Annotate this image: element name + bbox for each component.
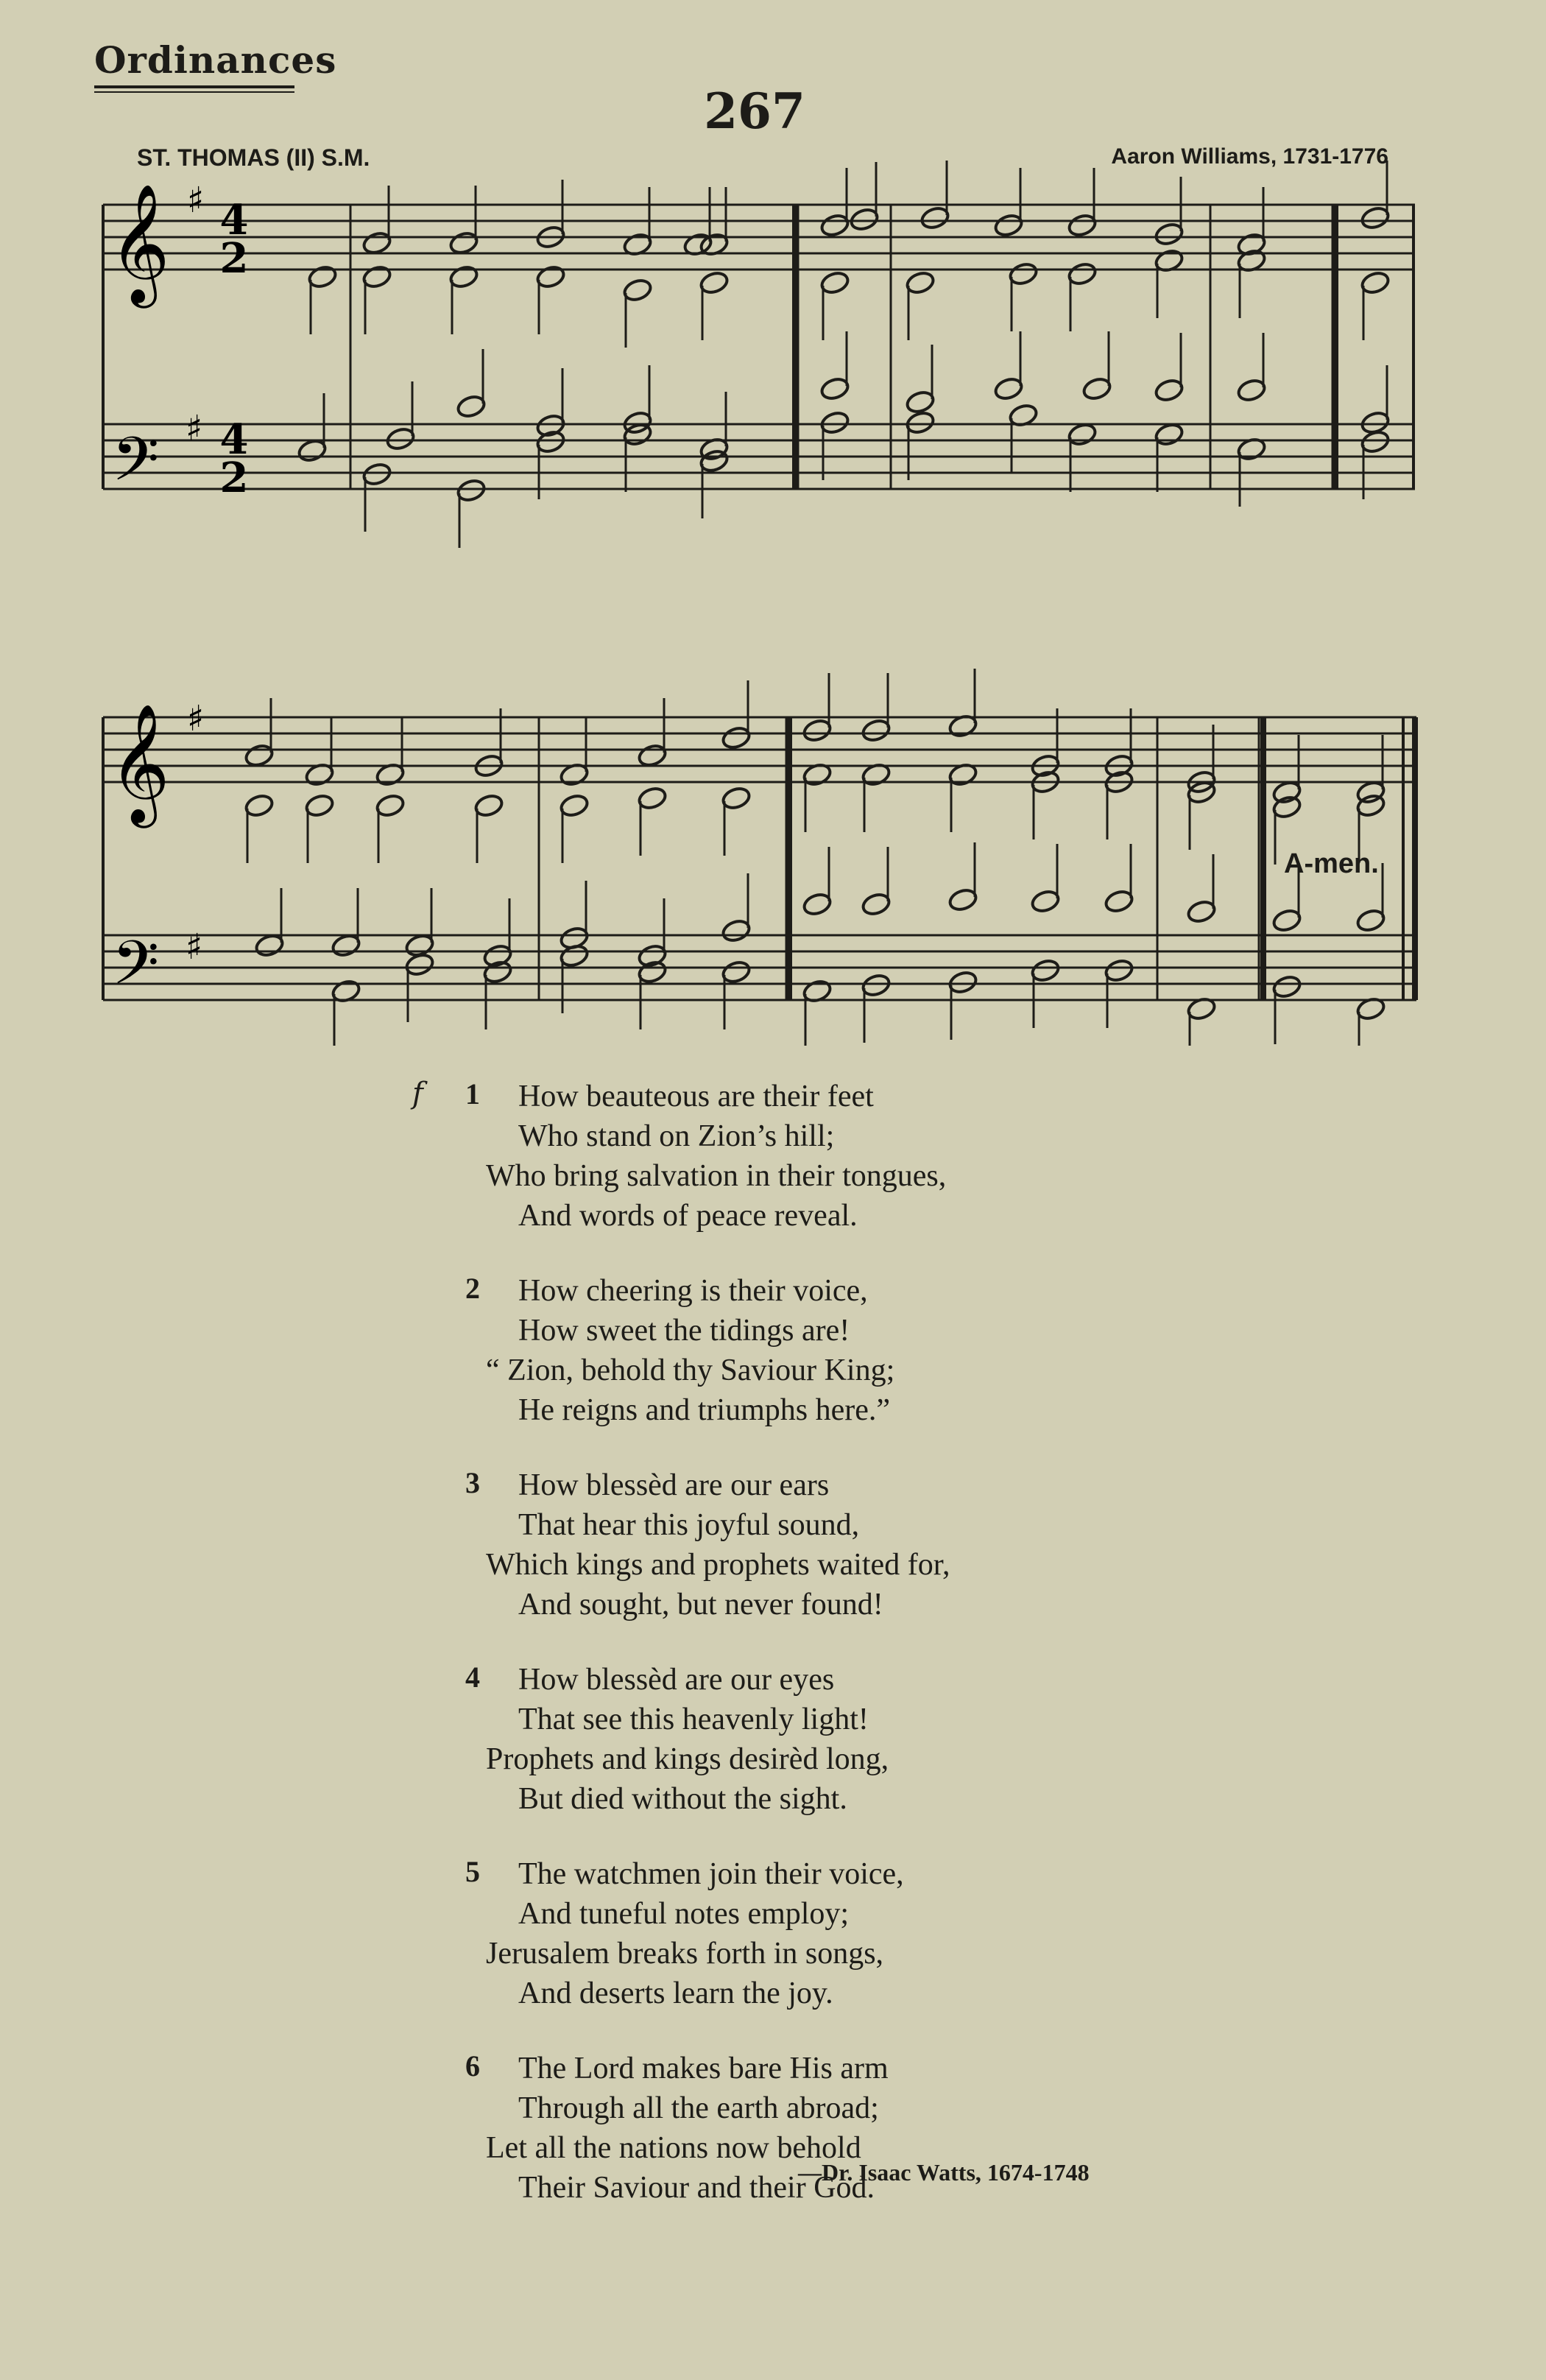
verse-line: Through all the earth abroad; bbox=[518, 2091, 879, 2125]
verse-line: And sought, but never found! bbox=[518, 1588, 883, 1622]
hymn-number: 267 bbox=[704, 82, 805, 140]
verse-line: Prophets and kings desirèd long, bbox=[486, 1742, 889, 1776]
verse-line: That hear this joyful sound, bbox=[518, 1508, 860, 1542]
time-sig-bottom: 2 bbox=[219, 234, 249, 283]
verse bbox=[398, 1854, 1281, 2013]
verse-line: He reigns and triumphs here.” bbox=[518, 1393, 891, 1427]
staff-lines bbox=[103, 205, 1416, 1000]
verse-line: Who stand on Zion’s hill; bbox=[518, 1119, 835, 1153]
verse-number: 5 bbox=[465, 1855, 480, 1888]
amen-label: A-men. bbox=[1284, 848, 1379, 879]
verse-number: 1 bbox=[465, 1077, 480, 1110]
verse-line: Who bring salvation in their tongues, bbox=[486, 1159, 947, 1193]
verse-line: How blessèd are our ears bbox=[518, 1468, 830, 1502]
verse bbox=[398, 1271, 1281, 1430]
verse-line: How cheering is their voice, bbox=[518, 1274, 868, 1308]
verse-line: And deserts learn the joy. bbox=[518, 1976, 833, 2010]
verse-line: And words of peace reveal. bbox=[518, 1199, 858, 1233]
composer-credit: Aaron Williams, 1731-1776 bbox=[1111, 144, 1388, 169]
verse-line: Their Saviour and their God. bbox=[518, 2171, 875, 2205]
verse bbox=[398, 1465, 1281, 1624]
verse bbox=[398, 1077, 1281, 1236]
text-attribution: —Dr. Isaac Watts, 1674-1748 bbox=[798, 2159, 1090, 2186]
verse-line: How beauteous are their feet bbox=[518, 1080, 874, 1113]
verse-line: Let all the nations now behold bbox=[486, 2131, 861, 2165]
verse-line: “ Zion, behold thy Saviour King; bbox=[486, 1353, 895, 1387]
sharp-icon: ♯ bbox=[187, 698, 205, 739]
verse bbox=[398, 1660, 1281, 1819]
verse-line: How sweet the tidings are! bbox=[518, 1314, 850, 1348]
verse-line: Which kings and prophets waited for, bbox=[486, 1548, 950, 1582]
verse-line: That see this heavenly light! bbox=[518, 1703, 869, 1736]
music-score bbox=[0, 0, 1546, 1046]
sharp-icon: ♯ bbox=[186, 926, 203, 968]
verse-line: The Lord makes bare His arm bbox=[518, 2052, 889, 2085]
sharp-icon: ♯ bbox=[186, 408, 203, 449]
verse-number: 4 bbox=[465, 1661, 480, 1694]
tune-name: ST. THOMAS (II) S.M. bbox=[137, 144, 370, 171]
verse-line: The watchmen join their voice, bbox=[518, 1857, 904, 1891]
treble-clef-icon: 𝄞 bbox=[109, 183, 170, 303]
verse-line: How blessèd are our eyes bbox=[518, 1663, 835, 1697]
verses bbox=[398, 1077, 1281, 2243]
time-sig-bottom: 2 bbox=[219, 454, 249, 502]
time-signatures bbox=[220, 196, 249, 502]
barlines bbox=[103, 205, 1415, 1000]
key-signatures bbox=[186, 180, 204, 968]
dynamic-marking: f bbox=[412, 1077, 423, 1110]
verse-line: But died without the sight. bbox=[518, 1782, 847, 1816]
bass-clef-icon: 𝄢 bbox=[112, 423, 160, 510]
bass-clef-icon: 𝄢 bbox=[112, 927, 160, 1013]
verse-number: 2 bbox=[465, 1272, 480, 1305]
time-sig-top: 4 bbox=[219, 196, 249, 244]
verse-line: Jerusalem breaks forth in songs, bbox=[486, 1937, 884, 1971]
section-heading: Ordinances bbox=[94, 38, 337, 82]
sharp-icon: ♯ bbox=[187, 180, 205, 221]
verse-number: 6 bbox=[465, 2049, 480, 2082]
notes bbox=[244, 161, 1391, 1046]
time-sig-top: 4 bbox=[219, 415, 249, 464]
verse-number: 3 bbox=[465, 1466, 480, 1499]
treble-clef-icon: 𝄞 bbox=[109, 703, 170, 823]
verse-line: And tuneful notes employ; bbox=[518, 1897, 850, 1931]
clefs bbox=[109, 183, 170, 1013]
